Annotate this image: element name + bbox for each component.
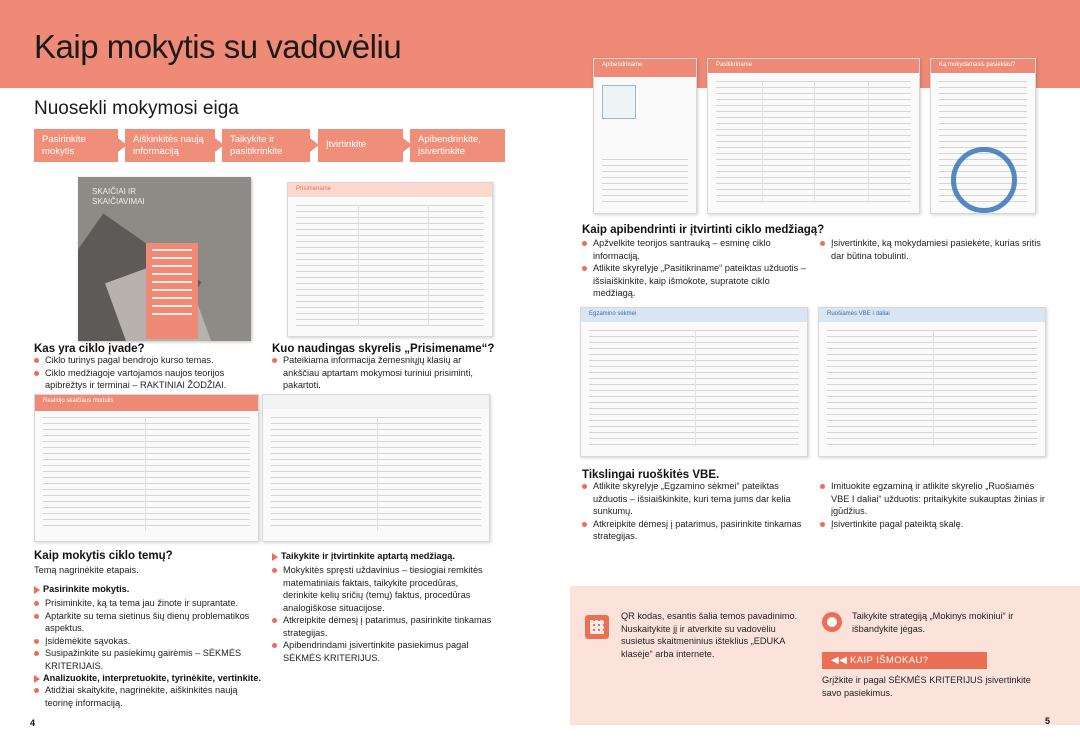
- list-item: Įsivertinkite pagal pateiktą skalę.: [820, 518, 1048, 531]
- heading-apibendrinti: Kaip apibendrinti ir įtvirtinti ciklo medžiagą?: [582, 224, 825, 236]
- list-kas-yra: [34, 354, 259, 392]
- list-apibendrinti-right: [820, 237, 1048, 262]
- list-item: Susipažinkite su pasiekimų gairėmis – SĖKMĖS KRITERIJAIS.: [34, 647, 259, 672]
- step-pasirinkite: Pasirinkite mokytis: [34, 129, 118, 162]
- list-item: Mokykitės spręsti uždavinius – tiesiogiai remkitės matematiniais faktais, taikykite procedūras, derinkite kelių sričių (temų) faktus, procedūras analogiškose situacijose.: [272, 564, 494, 614]
- subheading-taikykite: Taikykite ir įtvirtinkite aptartą medžiagą.: [281, 551, 455, 561]
- list-vbe-right: [820, 480, 1048, 530]
- list-item: Įsidėmėkite sąvokas.: [34, 635, 259, 648]
- list-item: Pateikiama informacija žemesniųjų klasių ar ankščiau aptartam mokymosi turiniui prisiminti, pakartoti.: [272, 354, 497, 392]
- step-apibendrinkite: Apibendrinkite, įsivertinkite: [410, 129, 505, 162]
- egzamino-sekmei-thumbnail: [580, 307, 808, 457]
- realusis-modulis-thumbnail: [34, 394, 259, 542]
- kaip-ismokau-label: KAIP IŠMOKAU?: [850, 655, 929, 666]
- thumbnail-label: Ruošiamės VBE I daliai: [827, 311, 890, 317]
- pasitikriname-thumbnail: [707, 58, 920, 214]
- strategy-text: Taikykite strategiją „Mokinys mokiniui“ ir išbandykite jėgas.: [852, 611, 1014, 634]
- list-analizuokite: [34, 684, 259, 709]
- kaip-ismokau-button[interactable]: [822, 652, 987, 669]
- list-item: Ciklo turinys pagal bendrojo kurso temas.: [34, 354, 259, 367]
- cover-title: SKAIČIAI IR SKAIČIAVIMAI: [92, 187, 145, 206]
- page-number-right: 5: [1045, 716, 1051, 726]
- prisimename-thumbnail: [287, 182, 493, 337]
- list-item: Ciklo medžiagoje vartojamos naujos teorijos apibrėžtys ir terminai – RAKTINIAI ŽODŽIAI.: [34, 367, 259, 392]
- thumbnail-label: Pasitikriname: [716, 62, 753, 68]
- intro-text: Temą nagrinėkite etapais.: [34, 565, 139, 575]
- heading-kuo-naudingas: Kuo naudingas skyrelis „Prisimename“?: [272, 343, 495, 355]
- list-item: Atidžiai skaitykite, nagrinėkite, aiškinkitės naują teorinę informaciją.: [34, 684, 259, 709]
- double-chevron-left-icon: ◀◀: [831, 655, 848, 666]
- apibendriname-thumbnail: [593, 58, 697, 214]
- realusis-tasks-thumbnail: [262, 394, 490, 542]
- subheading-analizuokite: Analizuokite, interpretuokite, tyrinėkite, vertinkite.: [43, 673, 262, 683]
- list-item: Įsivertinkite, ką mokydamiesi pasiekėte, kurias sritis dar būtina tobulinti.: [820, 237, 1048, 262]
- cycle-cover-thumbnail: [78, 177, 251, 341]
- thumbnail-label: Ką mokydamasis pasiekiau?: [939, 62, 1016, 68]
- list-taikykite: [272, 564, 494, 664]
- list-item: Imituokite egzaminą ir atlikite skyrelio „Ruošiamės VBE I daliai“ užduotis: pritaikykite sukauptas žinias ir įgūdžius.: [820, 480, 1048, 518]
- triangle-icon: [34, 586, 40, 594]
- step-itvirtinkite: Įtvirtinkite: [318, 129, 403, 162]
- heading-vbe: Tikslingai ruoškitės VBE.: [582, 469, 720, 481]
- thumbnail-label: Egzamino sėkmei: [589, 311, 637, 317]
- thumbnail-label: Apibendriname: [602, 62, 643, 68]
- qr-code-icon: [585, 615, 609, 639]
- list-item: Prisiminkite, ką ta tema jau žinote ir suprantate.: [34, 597, 259, 610]
- list-item: Atkreipkite dėmesį į patarimus, pasirinkite tinkamas strategijas.: [272, 614, 494, 639]
- list-item: Atlikite skyrelyje „Egzamino sėkmei“ pateiktas užduotis – išsiaiškinkite, kuri tema jums dar kelia sunkumų.: [582, 480, 812, 518]
- list-item: Atlikite skyrelyje „Pasitikriname“ pateiktas užduotis – išsiaiškinkite, kaip išmokote, supratote ciklo medžiagą.: [582, 262, 812, 300]
- page-number-left: 4: [30, 718, 36, 728]
- thumbnail-label: Prisimename: [296, 186, 332, 192]
- triangle-icon: [272, 553, 278, 561]
- list-item: Apžvelkite teorijos santrauką – esminę ciklo informaciją.: [582, 237, 812, 262]
- heading-kaip-temu: Kaip mokytis ciklo temų?: [34, 550, 173, 562]
- qr-text: QR kodas, esantis šalia temos pavadinimo. Nuskaitykite jį ir atverkite su vadovėliu susietus skaitmeninius išteklius „EDUKA klasėje“ arba internete.: [621, 611, 798, 659]
- list-item: Apibendrindami įsivertinkite pasiekimus pagal SĖKMĖS KRITERIJUS.: [272, 639, 494, 664]
- section-subtitle: Nuosekli mokymosi eiga: [34, 98, 239, 119]
- return-text: Grįžkite ir pagal SĖKMĖS KRITERIJUS įsivertinkite savo pasiekimus.: [822, 675, 1031, 698]
- list-apibendrinti-left: [582, 237, 812, 300]
- list-item: Aptarkite su tema sietinus šių dienų problematikos aspektus.: [34, 610, 259, 635]
- strategy-icon: [822, 612, 842, 632]
- thumbnail-label: Realiojo skaičiaus modulis: [43, 398, 114, 404]
- heading-kas-yra: Kas yra ciklo įvade?: [34, 343, 145, 355]
- step-aiskinkites: Aiškinkitės naują informaciją: [125, 129, 215, 162]
- list-pasirinkite: [34, 597, 259, 672]
- subheading-pasirinkite: Pasirinkite mokytis.: [43, 584, 130, 594]
- list-kuo-naudingas: [272, 354, 497, 392]
- list-vbe-left: [582, 480, 812, 543]
- ruosiames-vbe-thumbnail: [818, 307, 1046, 457]
- ka-mokydamasis-thumbnail: [930, 58, 1036, 214]
- page-title: Kaip mokytis su vadovėliu: [34, 28, 402, 65]
- triangle-icon: [34, 675, 40, 683]
- step-taikykite: Taikykite ir pasitikrinkite: [222, 129, 310, 162]
- list-item: Atkreipkite dėmesį į patarimus, pasirinkite tinkamas strategijas.: [582, 518, 812, 543]
